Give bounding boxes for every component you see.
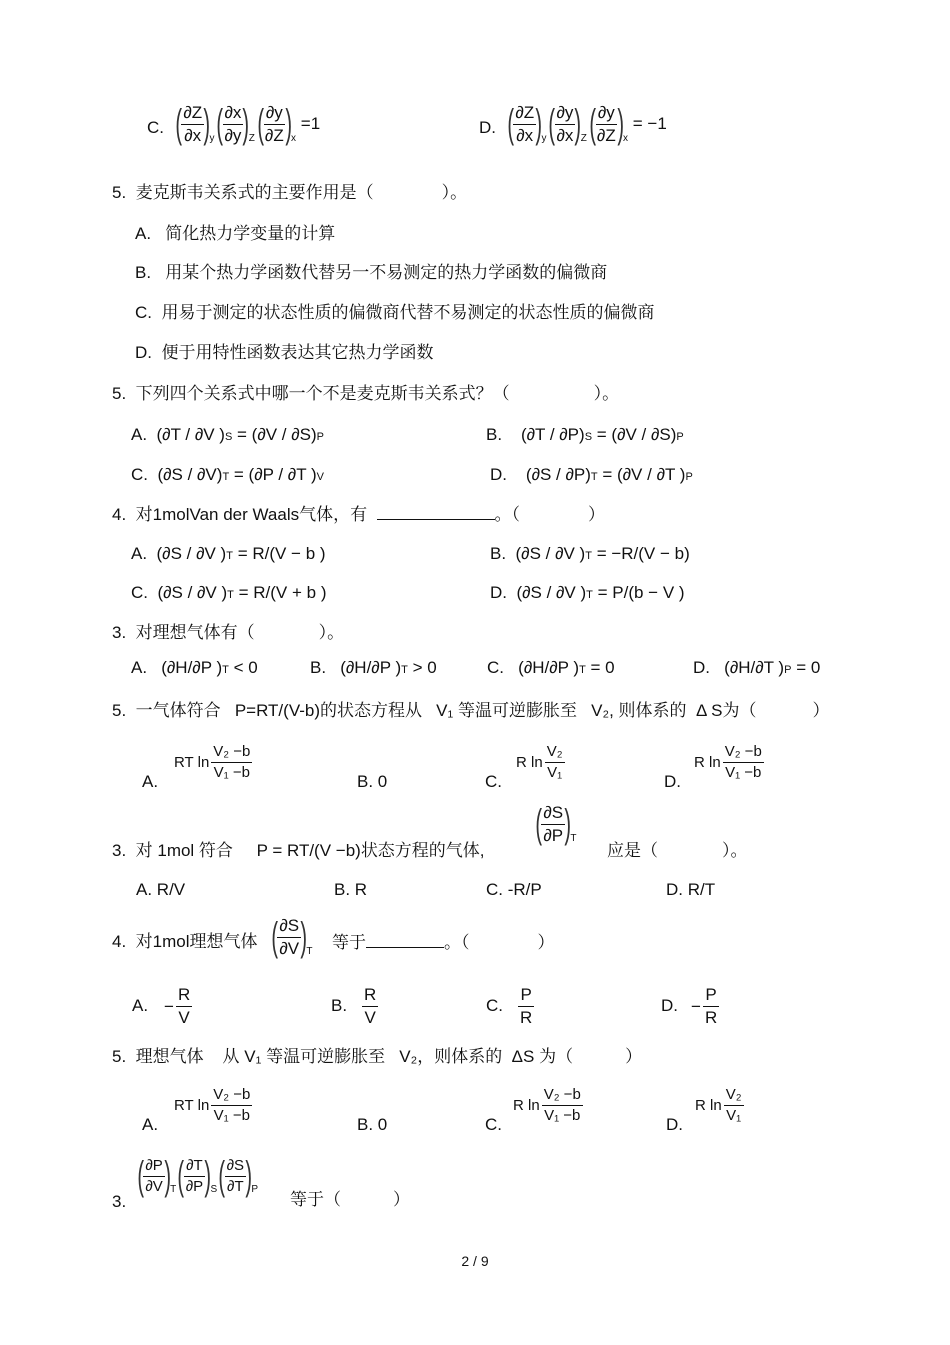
not-maxwell-option-c[interactable]: C. (∂S / ∂V)T = (∂P / ∂T )V [131, 465, 325, 484]
vdw-option-a[interactable]: A. (∂S / ∂V )T = R/(V − b ) [131, 544, 326, 563]
gas-ds-option-a-expr[interactable]: RT ln $\frac{\text{V₂ −b}}{\text{V₁ −b}}$ [174, 743, 251, 781]
ideal-ds-option-d-label[interactable]: D. [666, 1115, 683, 1134]
gas-ds-option-b[interactable]: B. 0 [357, 772, 388, 791]
vdw-option-c[interactable]: C. (∂S / ∂V )T = R/(V + b ) [131, 583, 327, 602]
question-ideal-dsdv-stem-left: 4. 对1mol理想气体 [112, 932, 258, 951]
question-ideal-h-stem: 3. 对理想气体有（ ）。 [112, 623, 345, 642]
dsdp-option-a[interactable]: A. R/V [136, 880, 186, 899]
dsdv-option-d-label[interactable]: D. [661, 996, 678, 1015]
cyclic-expression: ( $\frac{\partial P}{\partial V}$ ) T ( $\frac{\partial T}{\partial P}$ ) S ( $\frac{\partial S}{\partial T}$ ) P [137, 1154, 259, 1198]
question-vdw-stem: 4. 对1molVan der Waals气体，有 。（ ） [112, 505, 606, 524]
gas-ds-option-d-label[interactable]: D. [664, 772, 681, 791]
partial-denominator: ∂x [184, 125, 202, 145]
maxwell-role-option-c[interactable]: C. 用易于测定的状态性质的偏微商代替不易测定的状态性质的偏微商 [135, 303, 655, 322]
maxwell-role-option-a[interactable]: A. 简化热力学变量的计算 [135, 224, 336, 243]
dsdv-option-b-label[interactable]: B. [331, 996, 348, 1015]
question-1mol-dsdp-stem-right: 应是（ ）。 [607, 841, 748, 860]
ideal-ds-option-d-expr[interactable]: R ln $\frac{\text{V₂}}{\text{V₁}}$ [695, 1086, 742, 1124]
question-cyclic-stem: 等于（ ） [290, 1190, 410, 1209]
ideal-h-option-a[interactable]: A. (∂H/∂P )T < 0 [131, 658, 258, 677]
answer-blank[interactable] [366, 933, 444, 948]
page-number: 2 / 9 [461, 1253, 489, 1269]
ideal-ds-option-c-expr[interactable]: R ln $\frac{\text{V₂ −b}}{\text{V₁ −b}}$ [513, 1086, 581, 1124]
dsdv-option-d-expr[interactable]: − $\frac{P}{R}$ [691, 985, 718, 1027]
top-option-c-result: =1 [300, 113, 321, 133]
not-maxwell-option-d[interactable]: D. (∂S / ∂P)T = (∂V / ∂T )P [490, 465, 693, 484]
dsdv-option-b-expr[interactable]: $\frac{R}{V}$ [364, 985, 377, 1027]
gas-ds-option-c-expr[interactable]: R ln $\frac{\text{V₂}}{\text{V₁}}$ [516, 743, 563, 781]
top-option-d-label: D. [479, 118, 496, 137]
dsdp-option-b[interactable]: B. R [334, 880, 368, 899]
ideal-ds-option-c-label[interactable]: C. [485, 1115, 502, 1134]
vdw-option-d[interactable]: D. (∂S / ∂V )T = P/(b − V ) [490, 583, 685, 602]
dsdp-partial-derivative: ( $\frac{\partial S}{\partial P}$ ) T [535, 802, 577, 847]
not-maxwell-option-a[interactable]: A. (∂T / ∂V )S = (∂V / ∂S)P [131, 425, 324, 444]
question-cyclic-number: 3. [112, 1192, 127, 1211]
dsdp-option-c[interactable]: C. -R/P [486, 880, 542, 899]
question-ideal-dsdv-stem-right: 等于 。（ ） [332, 933, 555, 952]
dsdv-option-c-label[interactable]: C. [486, 996, 503, 1015]
gas-ds-option-a-label[interactable]: A. [142, 772, 159, 791]
dsdv-option-a-expr[interactable]: − $\frac{R}{V}$ [164, 985, 191, 1027]
top-option-d-result: = −1 [632, 113, 667, 133]
ideal-h-option-d[interactable]: D. (∂H/∂T )P = 0 [693, 658, 821, 677]
partial-numerator: ∂Z [181, 104, 204, 125]
vdw-option-b[interactable]: B. (∂S / ∂V )T = −R/(V − b) [490, 544, 690, 563]
not-maxwell-option-b[interactable]: B. (∂T / ∂P)S = (∂V / ∂S)P [486, 425, 684, 444]
top-option-c-label: C. [147, 118, 164, 137]
top-option-c-expression: ( $\frac{\partial Z}{\partial x}$ ) y ( $\frac{\partial x}{\partial y}$ ) Z ( $\frac{\partial y}{\partial Z}$ ) x =1 [175, 102, 321, 147]
ideal-ds-option-a-label[interactable]: A. [142, 1115, 159, 1134]
maxwell-role-option-d[interactable]: D. 便于用特性函数表达其它热力学函数 [135, 343, 434, 362]
gas-ds-option-d-expr[interactable]: R ln $\frac{\text{V₂ −b}}{\text{V₁ −b}}$ [694, 743, 762, 781]
ideal-h-option-c[interactable]: C. (∂H/∂P )T = 0 [487, 658, 615, 677]
question-ideal-ds-stem: 5. 理想气体 从 V₁ 等温可逆膨胀至 V₂，则体系的 ΔS 为（ ） [112, 1047, 643, 1066]
ideal-h-option-b[interactable]: B. (∂H/∂P )T > 0 [310, 658, 437, 677]
question-not-maxwell-stem: 5. 下列四个关系式中哪一个不是麦克斯韦关系式？（ ）。 [112, 384, 620, 403]
question-1mol-dsdp-stem-left: 3. 对 1mol 符合 P = RT/(V −b)状态方程的气体, [112, 841, 485, 860]
question-maxwell-role-stem: 5. 麦克斯韦关系式的主要作用是（ ）。 [112, 183, 468, 202]
dsdv-partial-derivative: ( $\frac{\partial S}{\partial V}$ ) T [271, 915, 313, 960]
top-option-d-expression: ( $\frac{\partial Z}{\partial x}$ ) y ( $\frac{\partial y}{\partial x}$ ) Z ( $\frac{\partial y}{\partial Z}$ ) x = −1 [507, 102, 667, 147]
dsdv-option-a-label[interactable]: A. [132, 996, 149, 1015]
dsdv-option-c-expr[interactable]: $\frac{P}{R}$ [520, 985, 533, 1027]
ideal-ds-option-b[interactable]: B. 0 [357, 1115, 388, 1134]
dsdp-option-d[interactable]: D. R/T [666, 880, 716, 899]
maxwell-role-option-b[interactable]: B. 用某个热力学函数代替另一不易测定的热力学函数的偏微商 [135, 263, 608, 282]
answer-blank[interactable] [377, 505, 495, 520]
ideal-ds-option-a-expr[interactable]: RT ln $\frac{\text{V₂ −b}}{\text{V₁ −b}}$ [174, 1086, 251, 1124]
question-gas-ds-stem: 5. 一气体符合 P=RT/(V-b)的状态方程从 V₁ 等温可逆膨胀至 V₂, 则体系的 Δ S为（ ） [112, 701, 830, 720]
gas-ds-option-c-label[interactable]: C. [485, 772, 502, 791]
